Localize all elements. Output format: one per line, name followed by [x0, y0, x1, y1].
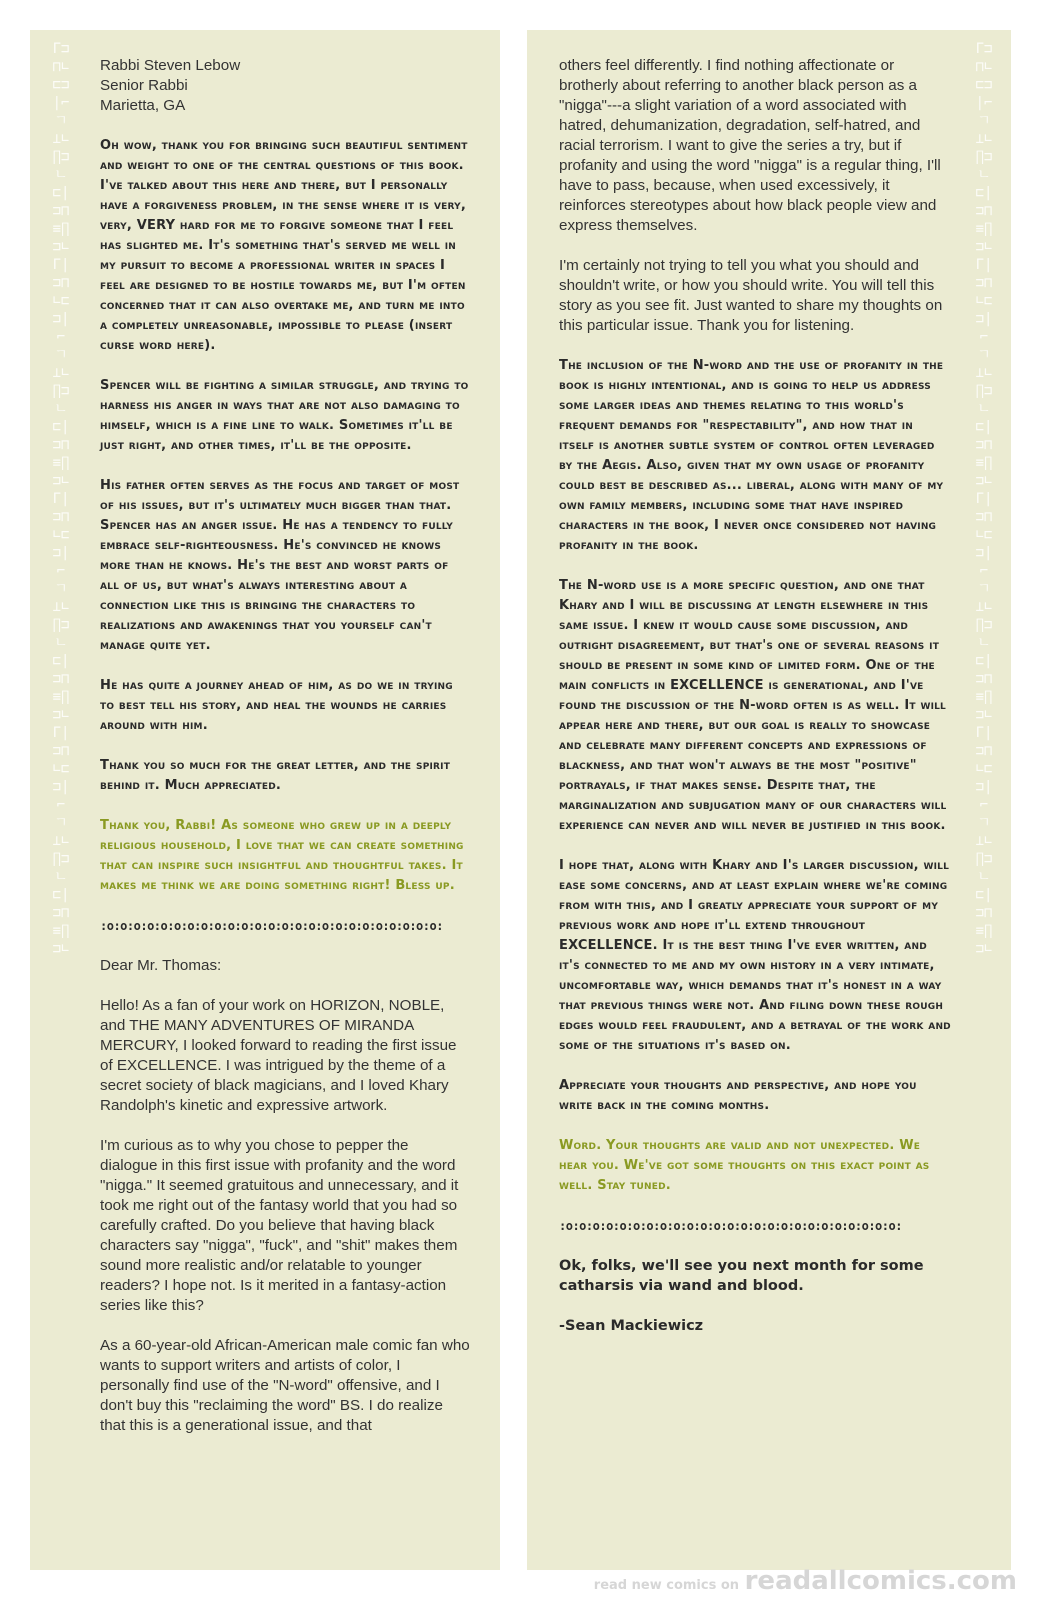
- signature: -Sean Mackiewicz: [559, 1318, 704, 1334]
- reply-paragraph: Spencer will be fighting a similar struggle, and trying to harness his anger in ways that are not also damaging to himself, which is a fine line to walk. Sometimes it'll be just right, and other times, it'll be the opposite.: [100, 378, 469, 453]
- letter-paragraph: As a 60-year-old African-American male comic fan who wants to support writers and artists of color, I personally find use of the "N-word" offensive, and I don't buy this "reclaiming the word" BS. I do realize that this is a generational issue, and that: [100, 1337, 470, 1434]
- letter-paragraph: I'm curious as to why you chose to pepper the dialogue in this first issue with profanity and the word "nigga." It seemed gratuitous and unnecessary, and it took me right out of the fantasy world that you had so carefully crafted. Do you believe that having black characters say "nigga", "fuck", and "shit" makes them sound more realistic and/or relatable to younger readers? I hope not. Is it merited in a fantasy-action series like this?: [100, 1137, 459, 1314]
- section-divider: :o:o:o:o:o:o:o:o:o:o:o:o:o:o:o:o:o:o:o:o:o:o:o:o:o:: [559, 1219, 902, 1233]
- editor-reply-green: Thank you, Rabbi! As someone who grew up in a deeply religious household, I love that we can create something that can inspire such insightful and thoughtful takes. It makes me think we are doing something right! Bless up.: [100, 818, 464, 893]
- footer-site: readallcomics.com: [744, 1566, 1017, 1596]
- footer-watermark: [594, 1566, 1017, 1596]
- section-divider: :o:o:o:o:o:o:o:o:o:o:o:o:o:o:o:o:o:o:o:o:o:o:o:o:o:: [100, 919, 443, 933]
- glyph-border-left: Γ⊐⊓∟⊏⊐|⌐ㄱ⊥∟∏⊐ㄴ⊏|⊐⊓≡∏⊐∟Γ|⊐⊓∟⊏⊐|⌐ㄱ⊥∟∏⊐ㄴ⊏|⊐⊓≡∏⊐∟Γ|⊐⊓∟⊏⊐|⌐ㄱ⊥∟∏⊐ㄴ⊏|⊐⊓≡∏⊐∟Γ|⊐⊓∟⊏⊐|⌐ㄱ⊥∟∏⊐ㄴ⊏|⊐⊓≡∏⊐∟: [52, 41, 70, 957]
- footer-prefix: read new comics on: [593, 1578, 740, 1593]
- reply-paragraph: Thank you so much for the great letter, and the spirit behind it. Much appreciated.: [100, 758, 451, 793]
- letter-paragraph: Hello! As a fan of your work on HORIZON, NOBLE, and THE MANY ADVENTURES OF MIRANDA MERCURY, I looked forward to reading the first issue of EXCELLENCE. I was intrigued by the theme of a secret society of black magicians, and I loved Khary Randolph's kinetic and expressive artwork.: [100, 997, 457, 1114]
- letter-paragraph: others feel differently. I find nothing affectionate or brotherly about referring to another black person as a "nigga"---a slight variation of a word associated with hatred, dehumanization, degradation, self-hatred, and racial terrorism. I want to give the series a try, but if profanity and using the word "nigga" is a regular thing, I'll have to pass, because, when used excessively, it reinforces stereotypes about how black people view and express themselves.: [559, 57, 941, 234]
- reply-paragraph: I hope that, along with Khary and I's larger discussion, will ease some concerns, and at least explain where we're coming from with this, and I greatly appreciate your support of my previous work and hope it'll extend throughout EXCELLENCE. It is the best thing I've ever written, and it's connected to me and my own history in a very intimate, uncomfortable way, which demands that it's honest in a way that previous things were not. And filing down these rough edges would feel fraudulent, and a betrayal of the work and some of the situations it's based on.: [559, 858, 951, 1053]
- letter-address: [100, 56, 470, 116]
- address-line: Rabbi Steven Lebow: [100, 57, 241, 74]
- glyph-border-right: Γ⊐⊓∟⊏⊐|⌐ㄱ⊥∟∏⊐ㄴ⊏|⊐⊓≡∏⊐∟Γ|⊐⊓∟⊏⊐|⌐ㄱ⊥∟∏⊐ㄴ⊏|⊐⊓≡∏⊐∟Γ|⊐⊓∟⊏⊐|⌐ㄱ⊥∟∏⊐ㄴ⊏|⊐⊓≡∏⊐∟Γ|⊐⊓∟⊏⊐|⌐ㄱ⊥∟∏⊐ㄴ⊏|⊐⊓≡∏⊐∟: [975, 41, 993, 957]
- letter-paragraph: I'm certainly not trying to tell you what you should and shouldn't write, or how you should write. You will tell this story as you see fit. Just wanted to share my thoughts on this particular issue. Thank you for listening.: [559, 257, 943, 334]
- right-column: [527, 30, 1011, 1570]
- letter-salutation: Dear Mr. Thomas:: [100, 957, 222, 974]
- reply-paragraph: His father often serves as the focus and target of most of his issues, but it's ultimately much bigger than that. Spencer has an anger issue. He has a tendency to fully embrace self-righteousness. He's convinced he knows more than he knows. He's the best and worst parts of all of us, but what's always interesting about a connection like this is bringing the characters to realizations and awakenings that you yourself can't manage quite yet.: [100, 478, 460, 653]
- address-line: Senior Rabbi: [100, 77, 188, 94]
- reply-paragraph: The N-word use is a more specific question, and one that Khary and I will be discussing at length elsewhere in this same issue. I knew it would cause some discussion, and outright disagreement, but that's one of several reasons it should be present in some kind of limited form. One of the main conflicts in EXCELLENCE is generational, and I've found the discussion of the N-word often is as well. It will appear here and there, but our goal is really to showcase and celebrate many different concepts and expressions of blackness, and that won't always be the most "positive" portrayals, if that makes sense. Despite that, the marginalization and subjugation many of our characters will experience can never and will never be justified in this book.: [559, 578, 947, 833]
- reply-paragraph: Appreciate your thoughts and perspective, and hope you write back in the coming months.: [559, 1078, 917, 1113]
- reply-paragraph: Oh wow, thank you for bringing such beautiful sentiment and weight to one of the central questions of this book. I've talked about this here and there, but I personally have a forgiveness problem, in the sense where it is very, very, VERY hard for me to forgive someone that I feel has slighted me. It's something that's served me well in my pursuit to become a professional writer in spaces I feel are designed to be hostile towards me, but I'm often concerned that it can also overtake me, and turn me into a completely unreasonable, impossible to please (insert curse word here).: [100, 138, 468, 353]
- reply-paragraph: He has quite a journey ahead of him, as do we in trying to best tell his story, and heal the wounds he carries around with him.: [100, 678, 453, 733]
- editor-reply-green: Word. Your thoughts are valid and not unexpected. We hear you. We've got some thoughts on this exact point as well. Stay tuned.: [559, 1138, 930, 1193]
- reply-paragraph: The inclusion of the N-word and the use of profanity in the book is highly intentional, and is going to help us address some larger ideas and themes relating to this world's frequent demands for "respectability", and how that in itself is another subtle system of control often leveraged by the Aegis. Also, given that my own usage of profanity could best be described as... liberal, along with many of my own family members, including some that have inspired characters in the book, I never once considered not having profanity in the book.: [559, 358, 944, 553]
- address-line: Marietta, GA: [100, 97, 186, 114]
- left-column: [30, 30, 500, 1570]
- closing-line: Ok, folks, we'll see you next month for some catharsis via wand and blood.: [559, 1258, 924, 1294]
